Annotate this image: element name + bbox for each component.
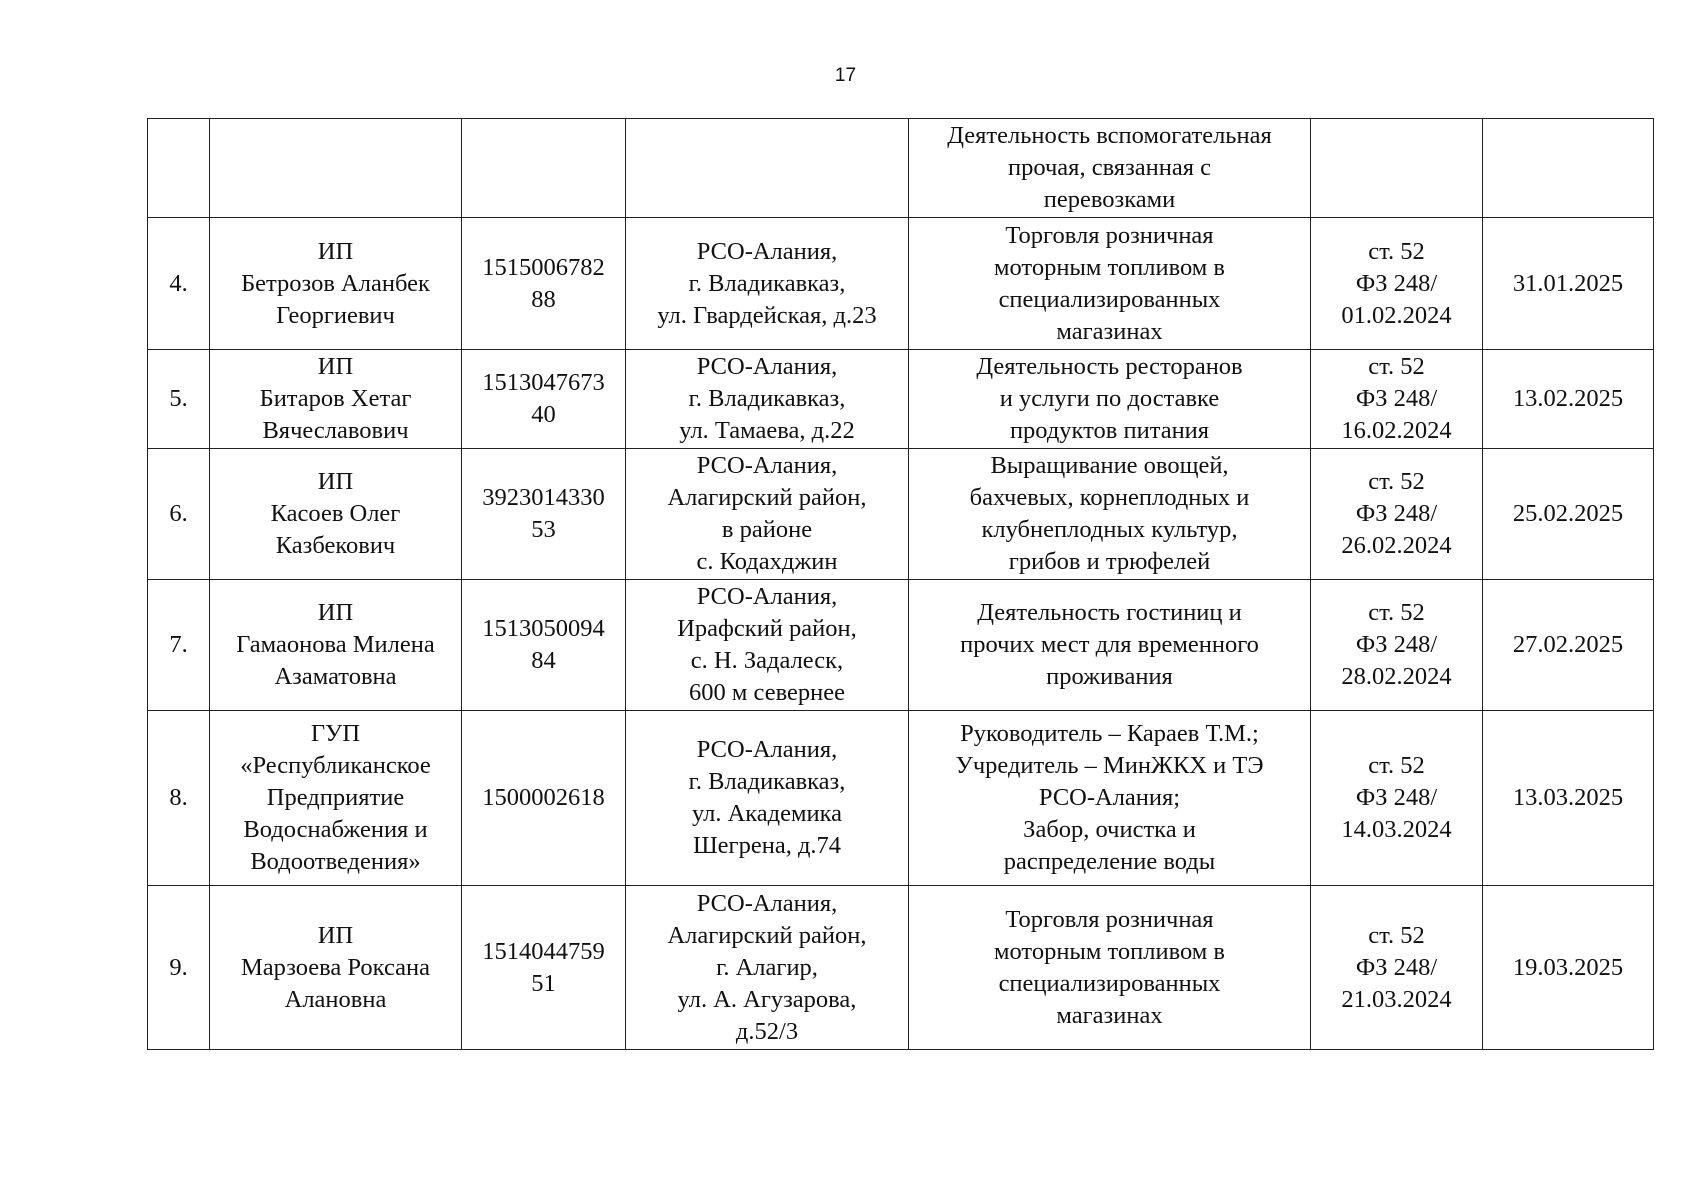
cell-inn — [462, 218, 626, 350]
address-line: г. Владикавказ, — [688, 269, 846, 297]
name-line: Бетрозов Аланбек — [241, 269, 430, 297]
address-line: РСО-Алания, — [696, 583, 838, 610]
activity-line: прочих мест для временного — [960, 631, 1259, 658]
cell-address — [626, 449, 909, 580]
basis-line: ст. 52 — [1368, 599, 1425, 626]
cell-activity — [909, 580, 1311, 711]
name-line: ГУП — [310, 720, 361, 747]
table-row — [148, 218, 1654, 350]
cell-name — [210, 886, 462, 1050]
activity-line: специализированных — [998, 969, 1221, 997]
activity-line: Деятельность гостиниц и — [977, 599, 1242, 626]
cell-basis — [1311, 886, 1483, 1050]
cell-date: 31.01.2025 — [1483, 218, 1654, 350]
basis-line: 26.02.2024 — [1341, 532, 1452, 559]
address-line: РСО-Алания, — [696, 736, 838, 763]
cell-address — [626, 350, 909, 449]
basis-line: ст. 52 — [1368, 752, 1425, 779]
name-line: Вячеславович — [262, 417, 409, 444]
address-line: г. Алагир, — [716, 953, 818, 981]
name-line: ИП — [317, 599, 354, 626]
address-line: Алагирский район, — [667, 484, 867, 511]
address-line: РСО-Алания, — [696, 452, 838, 479]
cell-inn — [462, 580, 626, 711]
cell-activity — [909, 119, 1311, 218]
activity-line: Учредитель – МинЖКХ и ТЭ — [955, 752, 1264, 779]
cell-date: 13.02.2025 — [1483, 350, 1654, 449]
basis-line: ст. 52 — [1368, 921, 1425, 949]
name-line: Предприятие — [266, 784, 405, 811]
inn-line: 53 — [531, 516, 556, 543]
cell-number — [148, 119, 210, 218]
table-row — [148, 580, 1654, 711]
address-line: ул. Гвардейская, д.23 — [657, 301, 877, 329]
basis-line: ст. 52 — [1368, 237, 1425, 265]
basis-line: 21.03.2024 — [1341, 985, 1452, 1013]
cell-inn — [462, 886, 626, 1050]
cell-activity — [909, 218, 1311, 350]
inn-line: 51 — [531, 969, 556, 997]
address-line: Шегрена, д.74 — [692, 832, 842, 859]
activity-line: прочая, связанная с — [1008, 154, 1211, 181]
activity-line: Торговля розничная — [1005, 221, 1214, 249]
inn-line: 1513050094 — [482, 615, 605, 642]
name-line: Водоотведения» — [250, 848, 421, 875]
activity-line: специализированных — [998, 285, 1221, 313]
cell-name — [210, 580, 462, 711]
cell-date — [1483, 119, 1654, 218]
inn-line: 40 — [531, 401, 556, 428]
address-line: Алагирский район, — [667, 921, 867, 949]
address-line: РСО-Алания, — [696, 237, 838, 265]
cell-name — [210, 711, 462, 886]
cell-name — [210, 218, 462, 350]
activity-line: Выращивание овощей, — [990, 452, 1229, 479]
basis-line: ФЗ 248/ — [1355, 631, 1438, 658]
address-line: с. Н. Задалеск, — [690, 647, 844, 674]
name-line: «Республиканское — [240, 752, 431, 779]
cell-inn — [462, 350, 626, 449]
activity-line: клубнеплодных культур, — [981, 516, 1238, 543]
cell-date: 13.03.2025 — [1483, 711, 1654, 886]
name-line: ИП — [317, 353, 354, 380]
activity-line: Торговля розничная — [1005, 905, 1214, 933]
cell-name — [210, 449, 462, 580]
activity-line: моторным топливом в — [994, 937, 1225, 965]
name-line: Алановна — [284, 985, 387, 1013]
name-line: Касоев Олег — [270, 500, 401, 527]
basis-line: ФЗ 248/ — [1355, 269, 1438, 297]
name-line: Марзоева Роксана — [240, 953, 430, 981]
name-line: Битаров Хетаг — [259, 385, 412, 412]
inn-line: 1513047673 — [482, 369, 605, 396]
registry-table — [147, 118, 1654, 1050]
address-line: РСО-Алания, — [696, 353, 838, 380]
activity-line: продуктов питания — [1009, 417, 1210, 444]
basis-line: 14.03.2024 — [1341, 816, 1452, 843]
cell-address — [626, 580, 909, 711]
inn-line: 1500002618 — [482, 784, 605, 811]
basis-line: 16.02.2024 — [1341, 417, 1452, 444]
table-row — [148, 711, 1654, 886]
name-line: ИП — [317, 237, 354, 265]
cell-activity — [909, 350, 1311, 449]
activity-line: грибов и трюфелей — [1008, 548, 1211, 575]
inn-line: 88 — [531, 285, 556, 313]
address-line: РСО-Алания, — [696, 889, 838, 917]
cell-number: 8. — [148, 711, 210, 886]
cell-inn — [462, 449, 626, 580]
cell-activity — [909, 449, 1311, 580]
name-line: Азаматовна — [274, 663, 397, 690]
activity-line: магазинах — [1056, 317, 1163, 345]
name-line: Георгиевич — [276, 301, 395, 329]
cell-number: 7. — [148, 580, 210, 711]
activity-line: Деятельность вспомогательная — [947, 122, 1272, 149]
cell-inn — [462, 119, 626, 218]
activity-line: бахчевых, корнеплодных и — [969, 484, 1250, 511]
inn-line: 84 — [531, 647, 556, 674]
activity-line: магазинах — [1056, 1001, 1163, 1029]
cell-basis — [1311, 711, 1483, 886]
cell-number: 5. — [148, 350, 210, 449]
cell-basis — [1311, 218, 1483, 350]
activity-line: и услуги по доставке — [999, 385, 1220, 412]
activity-line: РСО-Алания; — [1038, 784, 1181, 811]
inn-line: 1514044759 — [482, 937, 605, 965]
cell-basis — [1311, 350, 1483, 449]
activity-line: проживания — [1046, 663, 1173, 690]
address-line: г. Владикавказ, — [688, 768, 846, 795]
name-line: Казбекович — [275, 532, 396, 559]
address-line: д.52/3 — [735, 1017, 799, 1045]
cell-date: 19.03.2025 — [1483, 886, 1654, 1050]
table-row-continuation — [148, 119, 1654, 218]
cell-number: 4. — [148, 218, 210, 350]
activity-line: перевозками — [1043, 186, 1176, 213]
cell-basis — [1311, 449, 1483, 580]
cell-address — [626, 119, 909, 218]
cell-address — [626, 218, 909, 350]
cell-address — [626, 886, 909, 1050]
basis-line: 01.02.2024 — [1341, 301, 1452, 329]
cell-address — [626, 711, 909, 886]
basis-line: ст. 52 — [1368, 353, 1425, 380]
basis-line: ст. 52 — [1368, 468, 1425, 495]
cell-activity — [909, 711, 1311, 886]
activity-line: моторным топливом в — [994, 253, 1225, 281]
inn-line: 3923014330 — [482, 484, 605, 511]
cell-basis — [1311, 580, 1483, 711]
cell-date: 27.02.2025 — [1483, 580, 1654, 711]
name-line: Гамаонова Милена — [236, 631, 435, 658]
activity-line: распределение воды — [1003, 848, 1216, 875]
table-row — [148, 886, 1654, 1050]
activity-line: Деятельность ресторанов — [976, 353, 1243, 380]
table-row — [148, 350, 1654, 449]
address-line: ул. Тамаева, д.22 — [679, 417, 855, 444]
address-line: ул. А. Агузарова, — [677, 985, 857, 1013]
address-line: 600 м севернее — [689, 679, 845, 706]
address-line: в районе — [721, 516, 813, 543]
basis-line: ФЗ 248/ — [1355, 500, 1438, 527]
basis-line: ФЗ 248/ — [1355, 953, 1438, 981]
cell-inn — [462, 711, 626, 886]
name-line: Водоснабжения и — [243, 816, 428, 843]
basis-line: ФЗ 248/ — [1355, 385, 1438, 412]
address-line: ул. Академика — [691, 800, 843, 827]
address-line: с. Кодахджин — [696, 548, 838, 575]
table-row — [148, 449, 1654, 580]
activity-line: Забор, очистка и — [1023, 816, 1196, 843]
basis-line: 28.02.2024 — [1341, 663, 1452, 690]
name-line: ИП — [317, 921, 354, 949]
activity-line: Руководитель – Караев Т.М.; — [960, 720, 1259, 747]
cell-basis — [1311, 119, 1483, 218]
basis-line: ФЗ 248/ — [1355, 784, 1438, 811]
cell-name — [210, 350, 462, 449]
page-number: 17 — [834, 65, 857, 86]
cell-number: 6. — [148, 449, 210, 580]
address-line: г. Владикавказ, — [688, 385, 846, 412]
cell-activity — [909, 886, 1311, 1050]
inn-line: 1515006782 — [482, 253, 605, 281]
name-line: ИП — [317, 468, 354, 495]
cell-date: 25.02.2025 — [1483, 449, 1654, 580]
address-line: Ирафский район, — [677, 615, 857, 642]
cell-name — [210, 119, 462, 218]
cell-number: 9. — [148, 886, 210, 1050]
